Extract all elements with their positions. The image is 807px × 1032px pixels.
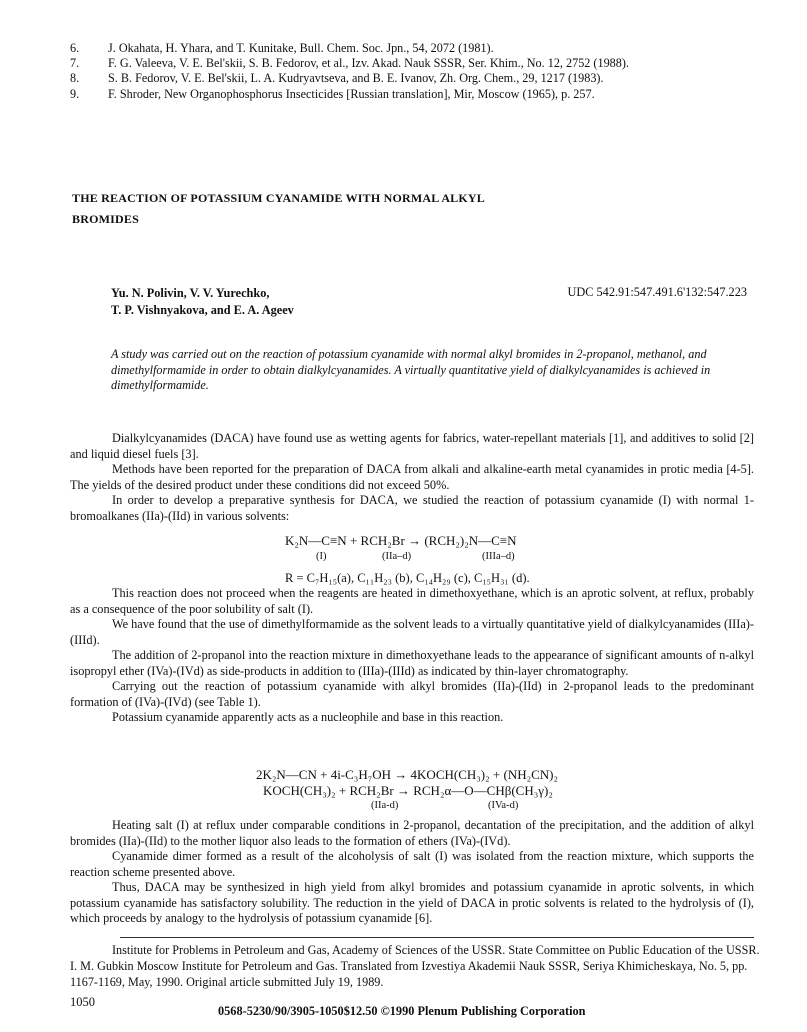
reference-list [70, 41, 760, 102]
footnote-text: Institute for Problems in Petroleum and Gas, Academy of Sciences of the USSR. State Committee on Public Education of the USSR. I. M. Gubkin Moscow Institute for Petroleum and Gas. Translated from Izvestiya Akademii Nauk SSSR, Seriya Khimicheskaya, No. 5, pp. 1167-1169, May, 1990. Original article submitted July 19, 1989. [70, 943, 760, 989]
title-line: THE REACTION OF POTASSIUM CYANAMIDE WITH NORMAL ALKYL [72, 191, 485, 205]
abstract: A study was carried out on the reaction of potassium cyanamide with normal alkyl bromides in 2-propanol, methanol, and dimethylformamide in order to obtain dialkylcyanamides. A virtually quantitative yield of dialkylcyanamides is achieved in dimethylformamide. [111, 347, 711, 392]
paragraph: Methods have been reported for the preparation of DACA from alkali and alkaline-earth metal cyanamides in protic media [4-5]. The yields of the desired product under these conditions did not exceed 50%. [70, 462, 754, 492]
footnote-divider [120, 937, 754, 938]
reference-item [70, 87, 760, 102]
body-section-conclusion [70, 818, 754, 927]
reagent-formula: RCH₂Br [360, 533, 405, 548]
compound-label: (IVa-d) [488, 800, 519, 811]
product-formula: (RCH₂)₂N—C≡N [424, 533, 517, 548]
reaction-arrow: → [408, 533, 422, 548]
compound-label: (IIIa–d) [482, 551, 515, 562]
paragraph: Heating salt (I) at reflux under comparable conditions in 2-propanol, decantation of the precipitation, and the addition of alkyl bromides (IIa)-(IId) to the mother liquor also leads to the formation of ethers (IVa)-(IVd). [70, 818, 754, 848]
paragraph: In order to develop a preparative synthesis for DACA, we studied the reaction of potassium cyanamide (I) with normal 1-bromoalkanes (IIa)-(IId) in various solvents: [70, 493, 754, 523]
paragraph: Dialkylcyanamides (DACA) have found use as wetting agents for fabrics, water-repellant materials [1], and additives to solid [2] and liquid diesel fuels [3]. [70, 431, 754, 461]
reference-item [70, 71, 760, 86]
reagent-formula: K₂N—C≡N [285, 533, 347, 548]
reference-number: 6. [70, 41, 80, 55]
authors-line: T. P. Vishnyakova, and E. A. Ageev [111, 303, 294, 317]
substituent-definition: R = C₇H₁₅(a), C₁₁H₂₃ (b), C₁₄H₂₉ (c), C₁₅H₃₁ (d). [285, 571, 530, 585]
paragraph: Carrying out the reaction of potassium cyanamide with alkyl bromides (IIa)-(IId) in 2-propanol leads to the predominant formation of (IVa)-(IVd) (see Table 1). [70, 679, 754, 709]
compound-label: (IIa–d) [382, 551, 412, 562]
reference-text: J. Okahata, H. Yhara, and T. Kunitake, Bull. Chem. Soc. Jpn., 54, 2072 (1981). [108, 41, 494, 55]
paragraph: Potassium cyanamide apparently acts as a nucleophile and base in this reaction. [112, 710, 504, 724]
body-section-results [70, 586, 754, 726]
title-line: BROMIDES [72, 212, 139, 226]
body-section-intro [70, 431, 754, 524]
paragraph: Thus, DACA may be synthesized in high yield from alkyl bromides and potassium cyanamide in aprotic solvents, in which potassium cyanamide has satisfactory solubility. The reduction in the yield of DACA in protic solvents is related to the hydrolysis of (I), which proceeds by analogy to the hydrolysis of potassium cyanamide [6]. [70, 880, 754, 925]
publisher-line: 0568-5230/90/3905-1050$12.50 ©1990 Plenum Publishing Corporation [218, 1004, 586, 1018]
reference-number: 7. [70, 56, 80, 71]
paragraph: We have found that the use of dimethylformamide as the solvent leads to a virtually quantitative yield of dialkylcyanamides (IIIa)-(IIId). [70, 617, 755, 647]
paragraph: The addition of 2-propanol into the reaction mixture in dimethoxyethane leads to the appearance of significant amounts of n-alkyl isopropyl ether (IVa)-(IVd) as side-products in addition to (IIIa)-(IIId) as indicated by thin-layer chromatography. [70, 648, 754, 678]
reference-item [70, 56, 760, 71]
reference-text: F. Shroder, New Organophosphorus Insecticides [Russian translation], Mir, Moscow (1965), p. 257. [108, 86, 595, 101]
paragraph: Cyanamide dimer formed as a result of the alcoholysis of salt (I) was isolated from the reaction mixture, which supports the reaction scheme presented above. [70, 849, 754, 879]
paragraph: This reaction does not proceed when the reagents are heated in dimethoxyethane, which is an aprotic solvent, at reflux, probably as a consequence of the poor solubility of salt (I). [70, 586, 754, 616]
authors [111, 285, 294, 319]
reaction-equation-3: KOCH(CH₃)₂ + RCH₂Br → RCH₂α—O—CHβ(CH₃γ)₂ [263, 783, 553, 798]
page-number: 1050 [70, 995, 95, 1009]
reference-text: S. B. Fedorov, V. E. Bel'skii, L. A. Kudryavtseva, and B. E. Ivanov, Zh. Org. Chem., 29, 1217 (1983). [108, 71, 604, 86]
authors-line: Yu. N. Polivin, V. V. Yurechko, [111, 286, 270, 300]
article-title [72, 188, 752, 230]
udc-code: UDC 542.91:547.491.6'132:547.223 [567, 285, 747, 299]
compound-label: (IIa-d) [371, 800, 399, 811]
reference-text: F. G. Valeeva, V. E. Bel'skii, S. B. Fedorov, et al., Izv. Akad. Nauk SSSR, Ser. Khim., No. 12, 2752 (1988). [108, 56, 629, 71]
compound-label: (I) [316, 551, 327, 562]
reaction-equation-1 [285, 533, 517, 549]
plus-sign: + [349, 533, 358, 548]
reference-item [70, 41, 760, 56]
reference-number: 8. [70, 71, 80, 86]
affiliation-footnote [70, 942, 760, 990]
reaction-equation-2: 2K₂N—CN + 4i-C₃H₇OH → 4KOCH(CH₃)₂ + (NH₂CN)₂ [256, 767, 559, 782]
reference-number: 9. [70, 86, 80, 101]
